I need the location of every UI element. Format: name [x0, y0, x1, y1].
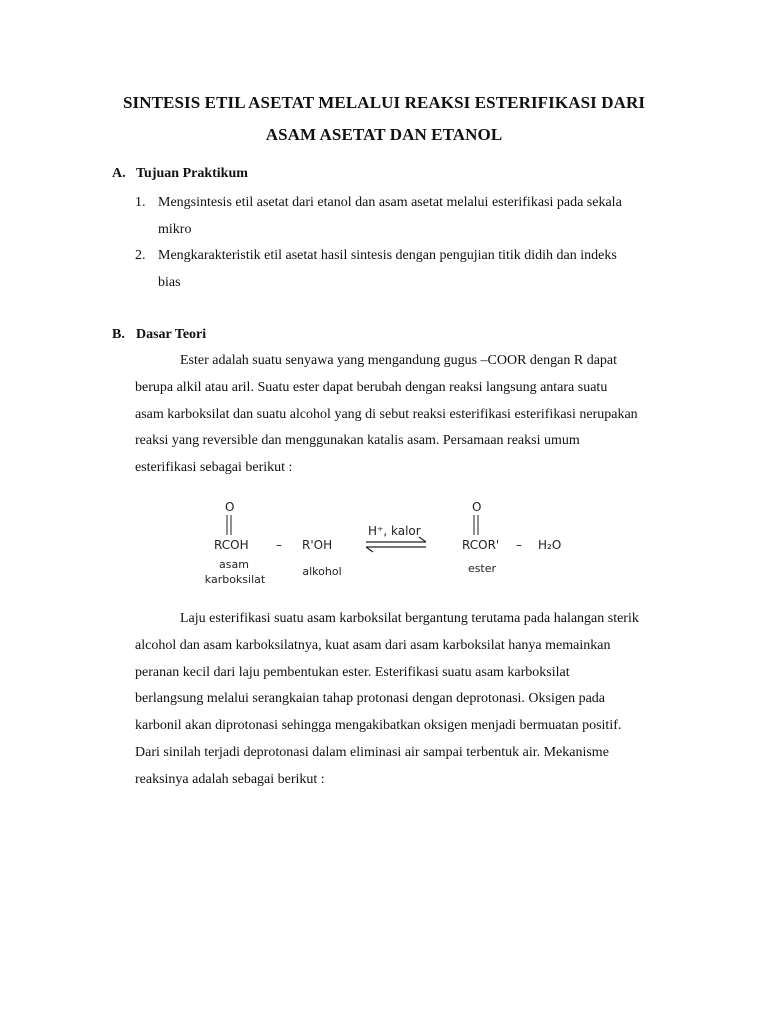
- paragraph-line: Ester adalah suatu senyawa yang mengandung gugus –COOR dengan R dapat: [180, 353, 618, 368]
- list-text-line: bias: [158, 275, 181, 290]
- paragraph-line: karbonil akan diprotonasi sehingga mengakibatkan oksigen menjadi bermuatan positif.: [135, 718, 622, 734]
- ester-label: ester: [467, 562, 497, 575]
- section-b-heading: [112, 327, 206, 343]
- esterification-reaction-scheme: [200, 498, 580, 590]
- ester-carbonyl-oxygen: O: [472, 500, 482, 514]
- paragraph-ester-definition: [135, 348, 680, 482]
- list-text-line: mikro: [158, 222, 192, 237]
- acid-formula: RCOH: [214, 538, 249, 552]
- paragraph-line: peranan kecil dari laju pembentukan ester. Esterifikasi suatu asam karboksilat: [135, 664, 570, 680]
- reverse-arrow-head: [366, 547, 373, 552]
- catalyst-label: H⁺, kalor: [368, 524, 421, 538]
- ester-formula: RCOR': [462, 538, 500, 552]
- plus-sign: –: [276, 538, 282, 552]
- list-number: 2.: [135, 248, 146, 263]
- list-text-line: Mengkarakteristik etil asetat hasil sintesis dengan pengujian titik didih dan indeks: [158, 248, 617, 263]
- document-title-line-2: ASAM ASETAT DAN ETANOL: [265, 125, 503, 144]
- paragraph-line: esterifikasi sebagai berikut :: [135, 460, 293, 476]
- acid-label-line-1: asam: [219, 558, 249, 571]
- water-formula: H₂O: [538, 538, 562, 552]
- document-title-line-1: SINTESIS ETIL ASETAT MELALUI REAKSI ESTERIFIKASI DARI: [122, 93, 646, 112]
- paragraph-esterification-rate: [135, 606, 680, 794]
- alcohol-formula: R'OH: [302, 538, 333, 552]
- paragraph-line: Dari sinilah terjadi deprotonasi dalam eliminasi air sampai terbentuk air. Mekanisme: [135, 744, 609, 760]
- section-b-letter: B.: [112, 327, 125, 342]
- section-a-letter: A.: [112, 166, 126, 181]
- acid-carbonyl-oxygen: O: [225, 500, 235, 514]
- paragraph-line: berupa alkil atau aril. Suatu ester dapat berubah dengan reaksi langsung antara suatu: [135, 379, 608, 395]
- plus-sign: –: [516, 538, 522, 552]
- paragraph-line: Laju esterifikasi suatu asam karboksilat bergantung terutama pada halangan sterik: [180, 611, 639, 626]
- paragraph-line: asam karboksilat dan suatu alcohol yang di sebut reaksi esterifikasi esterifikasi nerupakan: [135, 406, 638, 422]
- paragraph-line: reaksinya adalah sebagai berikut :: [135, 771, 325, 787]
- list-number: 1.: [135, 195, 146, 210]
- alcohol-label: alkohol: [302, 565, 342, 578]
- paragraph-line: reaksi yang reversible dan menggunakan katalis asam. Persamaan reaksi umum: [135, 433, 580, 449]
- list-text-line: Mengsintesis etil asetat dari etanol dan asam asetat melalui esterifikasi pada sekala: [158, 195, 622, 210]
- acid-label-line-2: karboksilat: [204, 573, 266, 586]
- section-a-heading: [112, 166, 248, 182]
- section-a-title: Tujuan Praktikum: [136, 166, 248, 181]
- paragraph-line: alcohol dan asam karboksilatnya, kuat asam dari asam karboksilat hanya memainkan: [135, 637, 611, 653]
- paragraph-line: berlangsung melalui serangkaian tahap protonasi dengan deprotonasi. Oksigen pada: [135, 691, 606, 707]
- section-b-title: Dasar Teori: [136, 327, 207, 342]
